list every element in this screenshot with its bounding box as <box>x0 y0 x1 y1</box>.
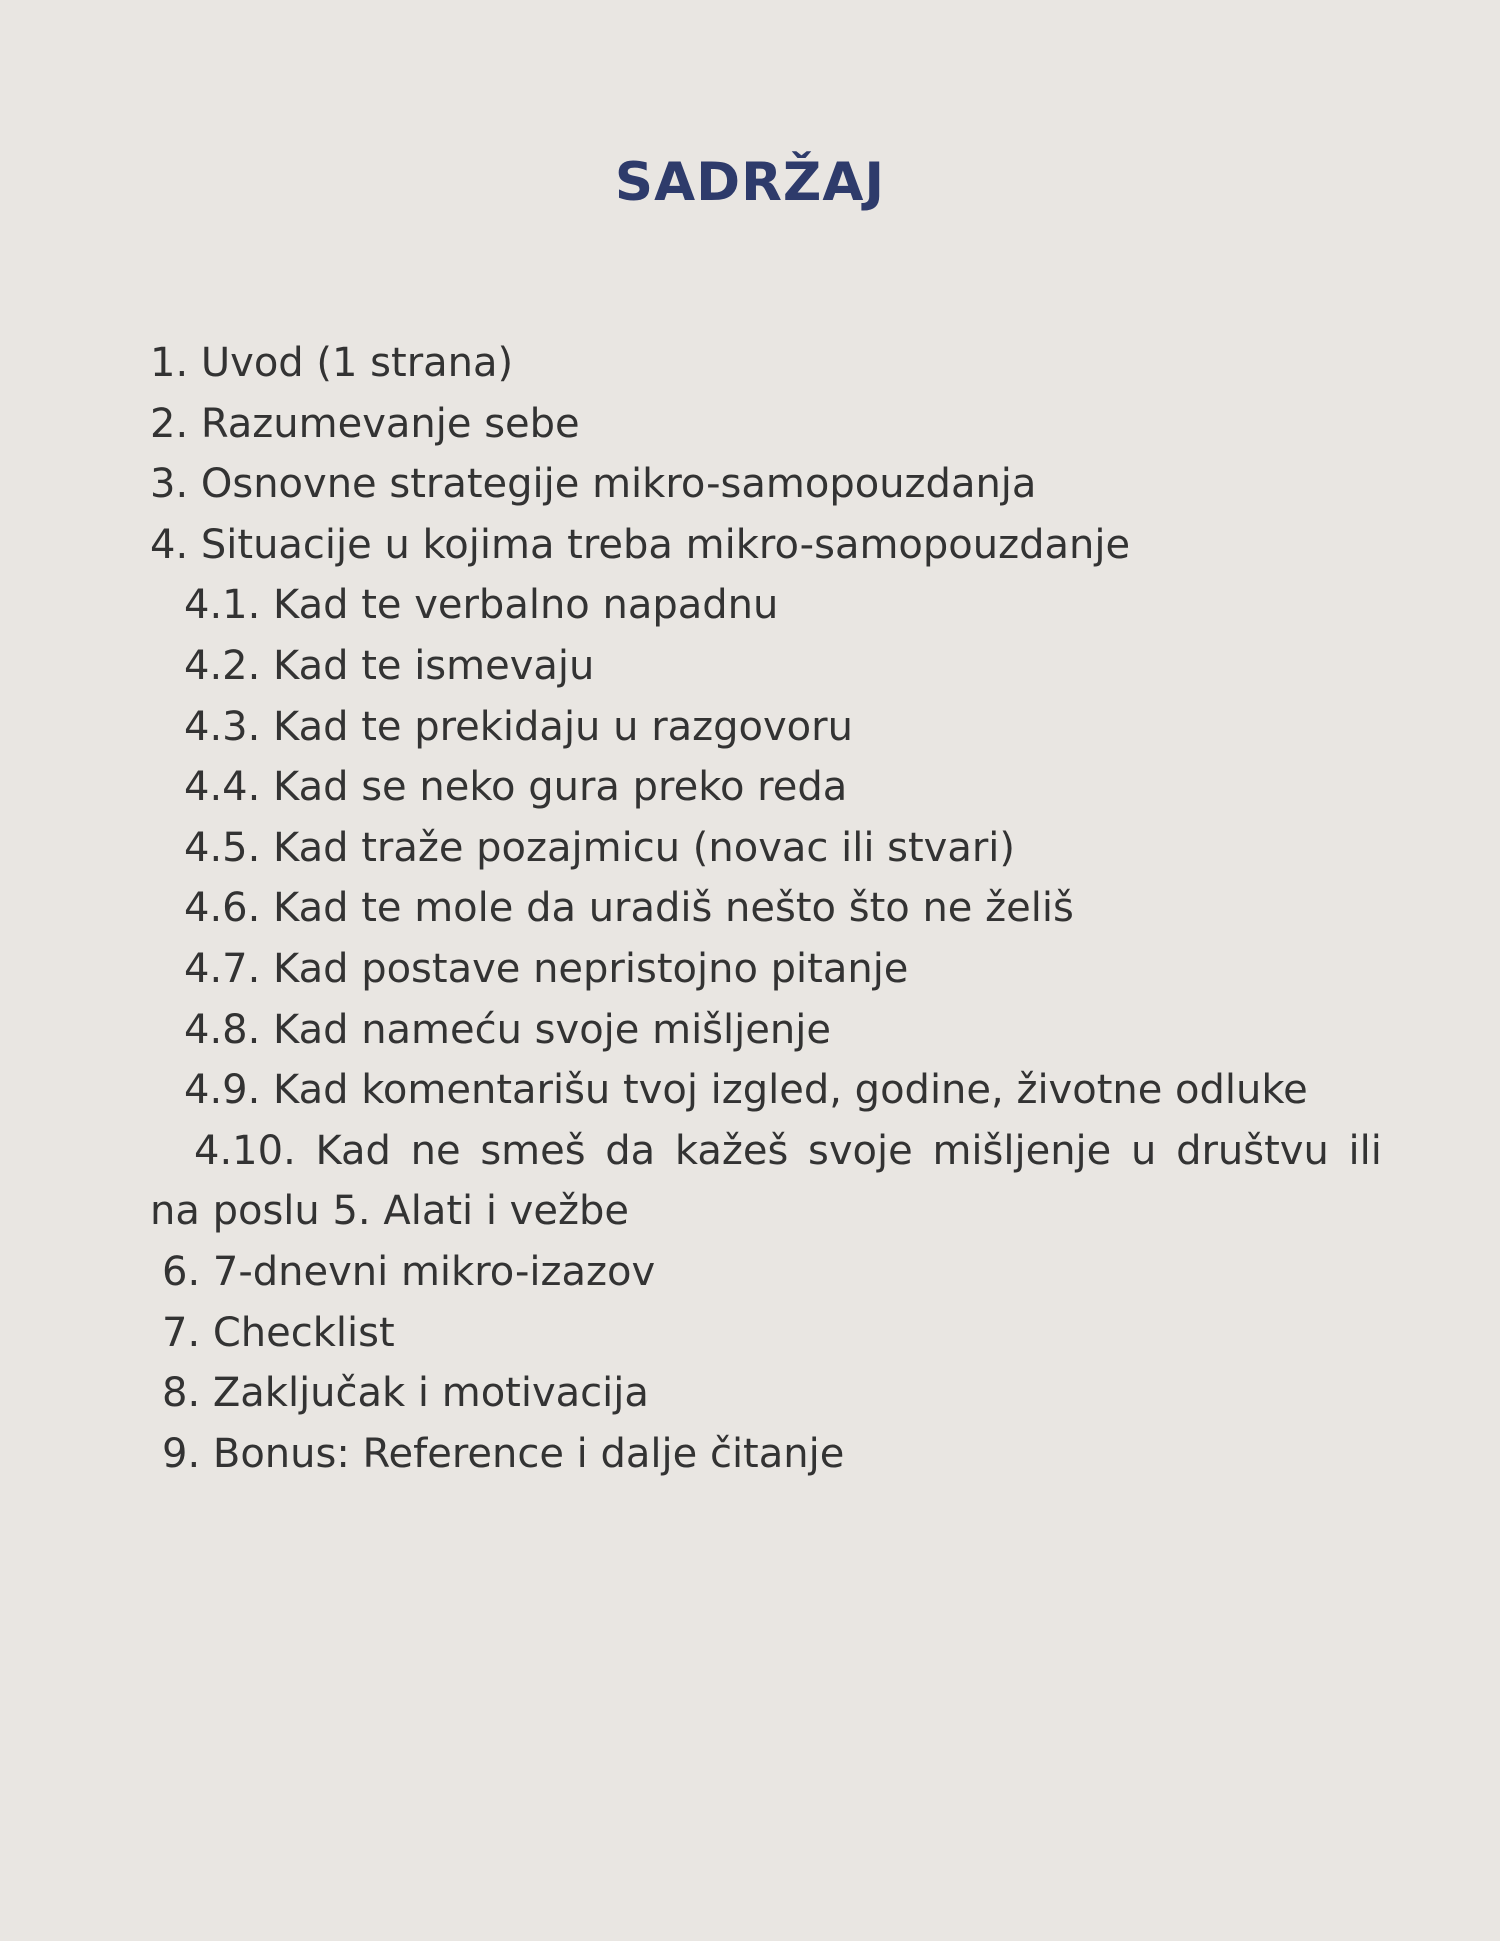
toc-item-4-4: 4.4. Kad se neko gura preko reda <box>184 764 848 811</box>
page-title: SADRŽAJ <box>614 152 886 213</box>
toc-item-2: 2. Razumevanje sebe <box>150 400 580 447</box>
toc-item-3: 3. Osnovne strategije mikro-samopouzdanja <box>150 461 1037 508</box>
toc-item-4-6: 4.6. Kad te mole da uradiš nešto što ne želiš <box>184 885 1074 932</box>
toc-item-4-8: 4.8. Kad nameću svoje mišljenje <box>184 1006 831 1053</box>
toc-item-4-9: 4.9. Kad komentarišu tvoj izgled, godine, životne odluke <box>184 1067 1308 1114</box>
toc-item-4-5: 4.5. Kad traže pozajmicu (novac ili stvari) <box>184 824 1016 871</box>
toc-item-4-2: 4.2. Kad te ismevaju <box>184 642 595 689</box>
toc-item-8: 8. Zaključak i motivacija <box>162 1370 649 1417</box>
toc-item-7: 7. Checklist <box>162 1309 395 1356</box>
toc-item-1: 1. Uvod (1 strana) <box>150 340 514 386</box>
toc-item-6: 6. 7-dnevni mikro-izazov <box>162 1248 656 1295</box>
toc-item-4-1: 4.1. Kad te verbalno napadnu <box>184 582 779 629</box>
toc-item-4-7: 4.7. Kad postave nepristojno pitanje <box>184 945 909 992</box>
toc-item-4: 4. Situacije u kojima treba mikro-samopouzdanje <box>150 521 1131 568</box>
toc-item-4-3: 4.3. Kad te prekidaju u razgovoru <box>184 703 853 750</box>
toc-item-9: 9. Bonus: Reference i dalje čitanje <box>162 1430 845 1477</box>
table-of-contents <box>150 333 1382 1484</box>
toc-item-4-10-continued: na poslu 5. Alati i vežbe <box>150 1188 629 1235</box>
toc-item-4-10: 4.10. Kad ne smeš da kažeš svoje mišljenje u društvu ili <box>194 1127 1382 1174</box>
